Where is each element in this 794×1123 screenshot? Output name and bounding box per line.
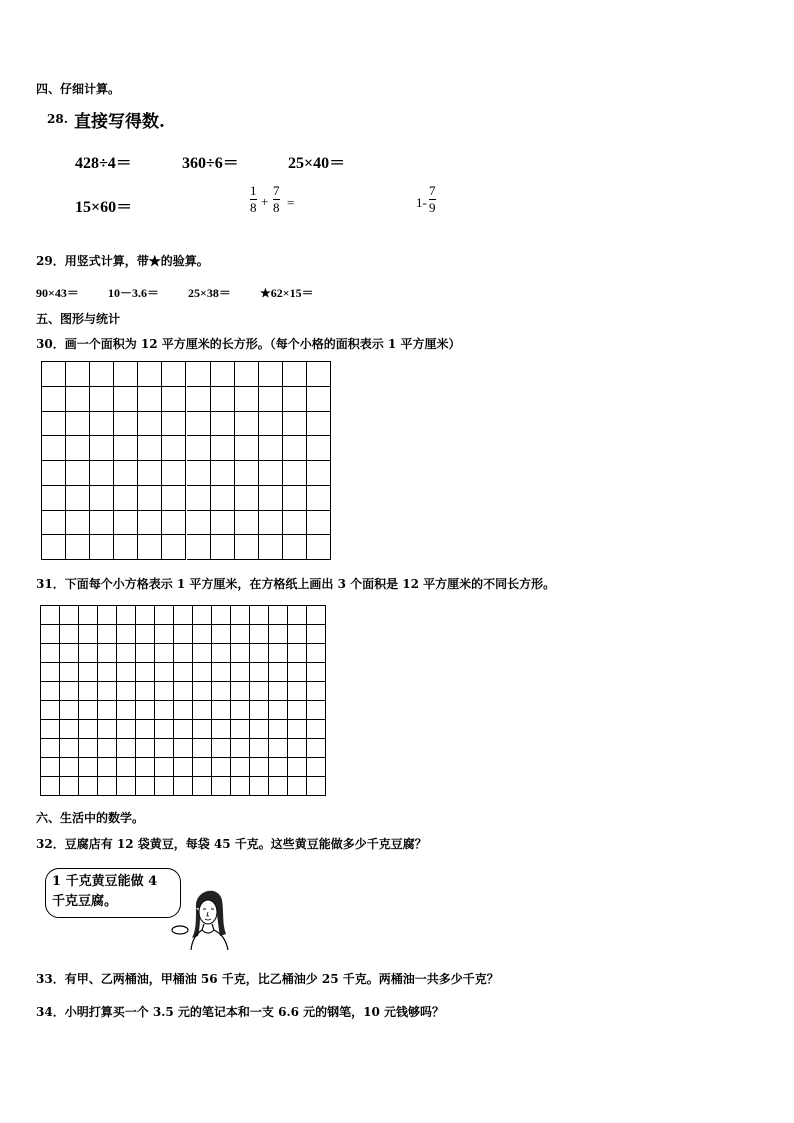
- grid-cell[interactable]: [41, 663, 60, 682]
- grid-cell[interactable]: [174, 777, 193, 796]
- grid-cell[interactable]: [212, 701, 231, 720]
- grid-cell[interactable]: [155, 625, 174, 644]
- grid-cell[interactable]: [117, 758, 136, 777]
- grid-cell[interactable]: [79, 720, 98, 739]
- grid-cell[interactable]: [117, 625, 136, 644]
- grid-cell[interactable]: [288, 682, 307, 701]
- grid-cell[interactable]: [66, 436, 90, 461]
- grid-cell[interactable]: [250, 625, 269, 644]
- grid-cell[interactable]: [41, 777, 60, 796]
- grid-cell[interactable]: [187, 412, 211, 437]
- grid-cell[interactable]: [250, 720, 269, 739]
- grid-cell[interactable]: [259, 436, 283, 461]
- grid-cell[interactable]: [60, 663, 79, 682]
- grid-cell[interactable]: [136, 758, 155, 777]
- thought-dot: [172, 926, 188, 934]
- grid-cell[interactable]: [42, 412, 66, 437]
- grid-cell[interactable]: [288, 777, 307, 796]
- grid-cell[interactable]: [283, 486, 307, 511]
- grid-cell[interactable]: [98, 701, 117, 720]
- grid-cell[interactable]: [174, 758, 193, 777]
- grid-cell[interactable]: [187, 511, 211, 536]
- grid-cell[interactable]: [60, 720, 79, 739]
- grid-cell[interactable]: [66, 387, 90, 412]
- grid-cell[interactable]: [98, 739, 117, 758]
- grid-cell[interactable]: [66, 362, 90, 387]
- grid-cell[interactable]: [212, 625, 231, 644]
- q28-fraction-2: [273, 184, 280, 215]
- grid-cell[interactable]: [259, 486, 283, 511]
- speech-bubble: [45, 868, 181, 918]
- grid-cell[interactable]: [283, 412, 307, 437]
- fraction-denominator: 9: [429, 200, 436, 215]
- grid-cell[interactable]: [42, 535, 66, 560]
- grid-cell[interactable]: [98, 758, 117, 777]
- grid-cell[interactable]: [66, 535, 90, 560]
- grid-cell[interactable]: [211, 362, 235, 387]
- grid-cell[interactable]: [307, 606, 326, 625]
- grid-cell[interactable]: [269, 701, 288, 720]
- grid-cell[interactable]: [269, 777, 288, 796]
- grid-cell[interactable]: [162, 511, 186, 536]
- fraction-denominator: 8: [250, 200, 257, 215]
- grid-cell[interactable]: [231, 777, 250, 796]
- grid-cell[interactable]: [288, 606, 307, 625]
- grid-cell[interactable]: [212, 777, 231, 796]
- grid-cell[interactable]: [193, 720, 212, 739]
- grid-cell[interactable]: [307, 663, 326, 682]
- grid-cell[interactable]: [235, 436, 259, 461]
- grid-cell[interactable]: [155, 644, 174, 663]
- grid-cell[interactable]: [114, 387, 138, 412]
- grid-cell[interactable]: [307, 387, 331, 412]
- grid-cell[interactable]: [60, 739, 79, 758]
- grid-cell[interactable]: [155, 758, 174, 777]
- grid-cell[interactable]: [79, 758, 98, 777]
- grid-cell[interactable]: [162, 362, 186, 387]
- grid-cell[interactable]: [235, 486, 259, 511]
- grid-cell[interactable]: [307, 412, 331, 437]
- grid-cell[interactable]: [174, 720, 193, 739]
- grid-cell[interactable]: [138, 486, 162, 511]
- q33-text: 33．有甲、乙两桶油，甲桶油 56 千克，比乙桶油少 25 千克。两桶油一共多少千克？: [36, 972, 499, 986]
- grid-cell[interactable]: [250, 777, 269, 796]
- grid-cell[interactable]: [212, 644, 231, 663]
- grid-cell[interactable]: [138, 436, 162, 461]
- grid-cell[interactable]: [187, 461, 211, 486]
- grid-cell[interactable]: [269, 682, 288, 701]
- grid-cell[interactable]: [307, 644, 326, 663]
- grid-cell[interactable]: [114, 486, 138, 511]
- grid-cell[interactable]: [90, 436, 114, 461]
- q28-fraction-3: [429, 184, 436, 215]
- grid-cell[interactable]: [41, 625, 60, 644]
- grid-cell[interactable]: [114, 362, 138, 387]
- grid-cell[interactable]: [193, 682, 212, 701]
- grid-cell[interactable]: [269, 758, 288, 777]
- grid-cell[interactable]: [155, 682, 174, 701]
- grid-cell[interactable]: [174, 682, 193, 701]
- q31-text: 31．下面每个小方格表示 1 平方厘米，在方格纸上画出 3 个面积是 12 平方厘米的不同长方形。: [36, 577, 556, 591]
- grid-cell[interactable]: [90, 387, 114, 412]
- grid-cell[interactable]: [211, 486, 235, 511]
- grid-cell[interactable]: [66, 486, 90, 511]
- grid-cell[interactable]: [90, 362, 114, 387]
- grid-cell[interactable]: [41, 682, 60, 701]
- grid-cell[interactable]: [250, 663, 269, 682]
- grid-cell[interactable]: [90, 511, 114, 536]
- q28-expr-2: 360÷6＝: [182, 155, 239, 172]
- grid-cell[interactable]: [269, 625, 288, 644]
- grid-cell[interactable]: [193, 739, 212, 758]
- grid-cell[interactable]: [307, 511, 331, 536]
- q28-expr-1: 428÷4＝: [75, 155, 132, 172]
- grid-cell[interactable]: [211, 436, 235, 461]
- grid-cell[interactable]: [174, 644, 193, 663]
- grid-cell[interactable]: [283, 511, 307, 536]
- grid-cell[interactable]: [138, 387, 162, 412]
- grid-cell[interactable]: [42, 486, 66, 511]
- grid-cell[interactable]: [307, 486, 331, 511]
- grid-cell[interactable]: [269, 720, 288, 739]
- grid-cell[interactable]: [138, 461, 162, 486]
- grid-cell[interactable]: [250, 606, 269, 625]
- grid-cell[interactable]: [155, 777, 174, 796]
- grid-cell[interactable]: [138, 362, 162, 387]
- q34-text: 34．小明打算买一个 3.5 元的笔记本和一支 6.6 元的钢笔，10 元钱够吗？: [36, 1005, 445, 1019]
- grid-cell[interactable]: [307, 362, 331, 387]
- grid-cell[interactable]: [60, 758, 79, 777]
- bubble-line-2: 千克豆腐。: [52, 894, 118, 909]
- grid-cell[interactable]: [187, 387, 211, 412]
- grid-cell[interactable]: [155, 701, 174, 720]
- grid-cell[interactable]: [193, 663, 212, 682]
- grid-cell[interactable]: [162, 436, 186, 461]
- grid-cell[interactable]: [117, 701, 136, 720]
- grid-cell[interactable]: [187, 535, 211, 560]
- grid-cell[interactable]: [41, 644, 60, 663]
- grid-cell[interactable]: [60, 606, 79, 625]
- grid-cell[interactable]: [136, 644, 155, 663]
- grid-cell[interactable]: [231, 625, 250, 644]
- q28-expr-3: 25×40＝: [288, 155, 346, 172]
- grid-cell[interactable]: [117, 739, 136, 758]
- grid-cell[interactable]: [136, 682, 155, 701]
- grid-cell[interactable]: [212, 663, 231, 682]
- grid-cell[interactable]: [307, 682, 326, 701]
- section-six-heading: 六、生活中的数学。: [36, 811, 145, 825]
- grid-cell[interactable]: [269, 644, 288, 663]
- grid-cell[interactable]: [90, 486, 114, 511]
- grid-cell[interactable]: [307, 758, 326, 777]
- grid-cell[interactable]: [187, 486, 211, 511]
- grid-cell[interactable]: [288, 625, 307, 644]
- grid-cell[interactable]: [136, 606, 155, 625]
- grid-cell[interactable]: [235, 461, 259, 486]
- grid-cell[interactable]: [136, 720, 155, 739]
- q32-text: 32．豆腐店有 12 袋黄豆，每袋 45 千克。这些黄豆能做多少千克豆腐？: [36, 837, 427, 851]
- fraction-numerator: 1: [250, 183, 257, 198]
- grid-cell[interactable]: [193, 777, 212, 796]
- grid-cell[interactable]: [250, 739, 269, 758]
- grid-cell[interactable]: [162, 461, 186, 486]
- grid-cell[interactable]: [66, 461, 90, 486]
- grid-cell[interactable]: [79, 663, 98, 682]
- grid-cell[interactable]: [162, 387, 186, 412]
- grid-cell[interactable]: [174, 739, 193, 758]
- grid-cell[interactable]: [235, 362, 259, 387]
- bubble-line-1: 1 千克黄豆能做 4: [52, 874, 158, 889]
- grid-cell[interactable]: [259, 387, 283, 412]
- grid-cell[interactable]: [187, 436, 211, 461]
- grid-cell[interactable]: [136, 701, 155, 720]
- grid-cell[interactable]: [231, 720, 250, 739]
- grid-cell[interactable]: [231, 606, 250, 625]
- grid-cell[interactable]: [269, 663, 288, 682]
- grid-cell[interactable]: [41, 720, 60, 739]
- grid-cell[interactable]: [307, 436, 331, 461]
- grid-cell[interactable]: [117, 720, 136, 739]
- grid-cell[interactable]: [212, 606, 231, 625]
- grid-cell[interactable]: [193, 644, 212, 663]
- grid-cell[interactable]: [307, 720, 326, 739]
- grid-cell[interactable]: [193, 758, 212, 777]
- grid-cell[interactable]: [79, 777, 98, 796]
- grid-cell[interactable]: [250, 682, 269, 701]
- grid-cell[interactable]: [212, 758, 231, 777]
- grid-cell[interactable]: [259, 362, 283, 387]
- grid-cell[interactable]: [98, 625, 117, 644]
- grid-cell[interactable]: [138, 511, 162, 536]
- q28-fraction-1: [250, 184, 257, 215]
- grid-cell[interactable]: [60, 777, 79, 796]
- grid-cell[interactable]: [79, 606, 98, 625]
- grid-cell[interactable]: [138, 412, 162, 437]
- grid-cell[interactable]: [307, 739, 326, 758]
- grid-cell[interactable]: [211, 511, 235, 536]
- grid-cell[interactable]: [235, 535, 259, 560]
- q31-grid-paper[interactable]: [40, 605, 326, 796]
- grid-cell[interactable]: [187, 362, 211, 387]
- grid-cell[interactable]: [79, 625, 98, 644]
- grid-cell[interactable]: [98, 682, 117, 701]
- grid-cell[interactable]: [307, 461, 331, 486]
- grid-cell[interactable]: [79, 644, 98, 663]
- grid-cell[interactable]: [231, 758, 250, 777]
- grid-cell[interactable]: [283, 362, 307, 387]
- equals-sign: =: [287, 195, 295, 210]
- grid-cell[interactable]: [155, 739, 174, 758]
- q28-number: 28.: [47, 112, 68, 126]
- grid-cell[interactable]: [90, 461, 114, 486]
- grid-cell[interactable]: [114, 511, 138, 536]
- q29-expr-3: 25×38＝: [188, 286, 231, 300]
- grid-cell[interactable]: [193, 625, 212, 644]
- grid-cell[interactable]: [283, 535, 307, 560]
- grid-cell[interactable]: [117, 682, 136, 701]
- grid-cell[interactable]: [283, 387, 307, 412]
- grid-cell[interactable]: [193, 701, 212, 720]
- grid-cell[interactable]: [60, 625, 79, 644]
- grid-cell[interactable]: [117, 663, 136, 682]
- grid-cell[interactable]: [79, 682, 98, 701]
- grid-cell[interactable]: [42, 436, 66, 461]
- grid-cell[interactable]: [60, 644, 79, 663]
- grid-cell[interactable]: [193, 606, 212, 625]
- grid-cell[interactable]: [259, 412, 283, 437]
- grid-cell[interactable]: [60, 701, 79, 720]
- grid-cell[interactable]: [307, 701, 326, 720]
- grid-cell[interactable]: [42, 387, 66, 412]
- grid-cell[interactable]: [211, 412, 235, 437]
- grid-cell[interactable]: [211, 461, 235, 486]
- grid-cell[interactable]: [288, 739, 307, 758]
- grid-cell[interactable]: [231, 644, 250, 663]
- grid-cell[interactable]: [114, 535, 138, 560]
- grid-cell[interactable]: [114, 436, 138, 461]
- grid-cell[interactable]: [211, 387, 235, 412]
- q30-grid-paper[interactable]: [41, 361, 331, 560]
- grid-cell[interactable]: [211, 535, 235, 560]
- grid-cell[interactable]: [235, 412, 259, 437]
- grid-cell[interactable]: [212, 682, 231, 701]
- grid-cell[interactable]: [42, 511, 66, 536]
- grid-cell[interactable]: [162, 486, 186, 511]
- grid-cell[interactable]: [136, 777, 155, 796]
- grid-cell[interactable]: [288, 644, 307, 663]
- plus-sign: +: [261, 194, 269, 209]
- grid-cell[interactable]: [283, 436, 307, 461]
- fraction-numerator: 7: [273, 183, 280, 198]
- grid-cell[interactable]: [288, 663, 307, 682]
- grid-cell[interactable]: [174, 606, 193, 625]
- grid-cell[interactable]: [60, 682, 79, 701]
- grid-cell[interactable]: [250, 701, 269, 720]
- grid-cell[interactable]: [90, 535, 114, 560]
- grid-cell[interactable]: [98, 644, 117, 663]
- grid-cell[interactable]: [114, 412, 138, 437]
- grid-cell[interactable]: [283, 461, 307, 486]
- grid-cell[interactable]: [269, 606, 288, 625]
- grid-cell[interactable]: [250, 758, 269, 777]
- grid-cell[interactable]: [117, 644, 136, 663]
- grid-cell[interactable]: [174, 701, 193, 720]
- fraction-numerator: 7: [429, 183, 436, 198]
- section-five-heading: 五、图形与统计: [36, 312, 121, 326]
- grid-cell[interactable]: [114, 461, 138, 486]
- grid-cell[interactable]: [79, 701, 98, 720]
- grid-cell[interactable]: [155, 720, 174, 739]
- grid-cell[interactable]: [41, 701, 60, 720]
- grid-cell[interactable]: [66, 412, 90, 437]
- grid-cell[interactable]: [136, 663, 155, 682]
- section-four-heading: 四、仔细计算。: [36, 82, 121, 96]
- grid-cell[interactable]: [231, 701, 250, 720]
- grid-cell[interactable]: [136, 625, 155, 644]
- grid-cell[interactable]: [98, 720, 117, 739]
- q28-expr-4: 15×60＝: [75, 199, 133, 216]
- fraction-denominator: 8: [273, 200, 280, 215]
- grid-cell[interactable]: [269, 739, 288, 758]
- grid-cell[interactable]: [212, 720, 231, 739]
- grid-cell[interactable]: [98, 777, 117, 796]
- grid-cell[interactable]: [231, 682, 250, 701]
- grid-cell[interactable]: [307, 535, 331, 560]
- grid-cell[interactable]: [98, 663, 117, 682]
- grid-cell[interactable]: [174, 625, 193, 644]
- grid-cell[interactable]: [42, 461, 66, 486]
- grid-cell[interactable]: [98, 606, 117, 625]
- grid-cell[interactable]: [250, 644, 269, 663]
- q29-expr-1: 90×43＝: [36, 286, 79, 300]
- grid-cell[interactable]: [162, 535, 186, 560]
- grid-cell[interactable]: [288, 720, 307, 739]
- grid-cell[interactable]: [41, 739, 60, 758]
- grid-cell[interactable]: [90, 412, 114, 437]
- grid-cell[interactable]: [259, 461, 283, 486]
- grid-cell[interactable]: [138, 535, 162, 560]
- grid-cell[interactable]: [155, 663, 174, 682]
- grid-cell[interactable]: [66, 511, 90, 536]
- grid-cell[interactable]: [117, 606, 136, 625]
- grid-cell[interactable]: [235, 511, 259, 536]
- q29-expr-4: ★62×15＝: [260, 286, 314, 300]
- q28-title: 直接写得数.: [74, 112, 165, 132]
- grid-cell[interactable]: [79, 739, 98, 758]
- grid-cell[interactable]: [307, 777, 326, 796]
- grid-cell[interactable]: [235, 387, 259, 412]
- grid-cell[interactable]: [42, 362, 66, 387]
- grid-cell[interactable]: [288, 701, 307, 720]
- q29-expr-2: 10－3.6＝: [108, 286, 160, 300]
- grid-cell[interactable]: [117, 777, 136, 796]
- grid-cell[interactable]: [231, 739, 250, 758]
- q29-text: 29．用竖式计算，带★的验算。: [36, 254, 209, 268]
- grid-cell[interactable]: [231, 663, 250, 682]
- grid-cell[interactable]: [288, 758, 307, 777]
- grid-cell[interactable]: [259, 535, 283, 560]
- grid-cell[interactable]: [136, 739, 155, 758]
- grid-cell[interactable]: [155, 606, 174, 625]
- one-minus: 1-: [416, 195, 427, 210]
- girl-illustration: [166, 878, 238, 950]
- grid-cell[interactable]: [174, 663, 193, 682]
- q30-text: 30．画一个面积为 12 平方厘米的长方形。（每个小格的面积表示 1 平方厘米）: [36, 337, 461, 351]
- grid-cell[interactable]: [212, 739, 231, 758]
- grid-cell[interactable]: [259, 511, 283, 536]
- grid-cell[interactable]: [41, 606, 60, 625]
- grid-cell[interactable]: [162, 412, 186, 437]
- grid-cell[interactable]: [307, 625, 326, 644]
- grid-cell[interactable]: [41, 758, 60, 777]
